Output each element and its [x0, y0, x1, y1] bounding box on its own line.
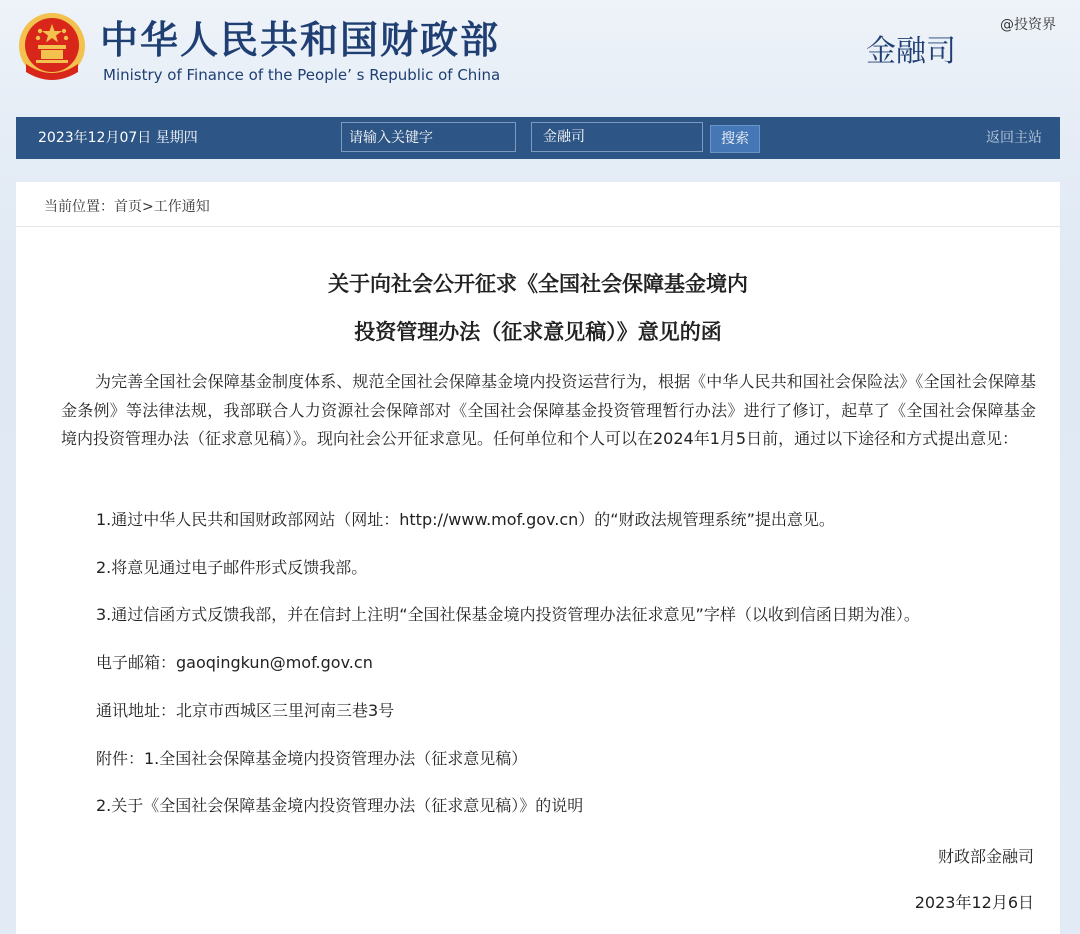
- content-panel: [16, 182, 1060, 934]
- watermark: @投资界: [1000, 17, 1056, 33]
- signature: 财政部金融司: [937, 847, 1034, 866]
- department-name: 金融司: [866, 34, 956, 69]
- national-emblem-icon: [18, 12, 86, 84]
- article-title: [16, 260, 1060, 356]
- site-header: [0, 0, 1080, 112]
- nav-bar: [16, 117, 1060, 159]
- search-input[interactable]: [341, 122, 516, 152]
- breadcrumb: 当前位置：首页>工作通知: [44, 199, 210, 215]
- attachment-1[interactable]: 附件：1.全国社会保障基金境内投资管理办法（征求意见稿）: [96, 749, 528, 768]
- issue-date: 2023年12月6日: [914, 893, 1034, 912]
- search-button[interactable]: 搜索: [710, 125, 760, 153]
- article-title-line1: 关于向社会公开征求《全国社会保障基金境内: [328, 272, 748, 296]
- site-title-cn: 中华人民共和国财政部: [100, 18, 501, 62]
- attachment-2[interactable]: 2.关于《全国社会保障基金境内投资管理办法（征求意见稿）》的说明: [96, 796, 584, 815]
- contact-email: 电子邮箱：gaoqingkun@mof.gov.cn: [96, 653, 373, 672]
- divider: [16, 226, 1060, 227]
- method-item-2: 2.将意见通过电子邮件形式反馈我部。: [96, 558, 368, 577]
- return-home-link[interactable]: 返回主站: [986, 130, 1042, 146]
- article-title-line2: 投资管理办法（征求意见稿）》意见的函: [354, 320, 722, 344]
- contact-address: 通讯地址：北京市西城区三里河南三巷3号: [96, 701, 395, 720]
- intro-paragraph: 为完善全国社会保障基金制度体系、规范全国社会保障基金境内投资运营行为，根据《中华人民共和国社会保险法》《全国社会保障基金条例》等法律法规，我部联合人力资源社会保障部对《全国社会保障基金投资管理暂行办法》进行了修订，起草了《全国社会保障基金境内投资管理办法（征求意见稿）》。现向社会公开征求意见。任何单位和个人可以在2024年1月5日前，通过以下途径和方式提出意见：: [61, 372, 1036, 448]
- search-scope-select[interactable]: 金融司: [531, 122, 703, 152]
- site-title-en: Ministry of Finance of the People’ s Republic of China: [103, 66, 501, 84]
- current-date: 2023年12月07日 星期四: [38, 130, 198, 146]
- method-item-3: 3.通过信函方式反馈我部，并在信封上注明“全国社保基金境内投资管理办法征求意见”字样（以收到信函日期为准）。: [96, 605, 920, 624]
- method-item-1: 1.通过中华人民共和国财政部网站（网址：http://www.mof.gov.cn）的“财政法规管理系统”提出意见。: [96, 510, 835, 529]
